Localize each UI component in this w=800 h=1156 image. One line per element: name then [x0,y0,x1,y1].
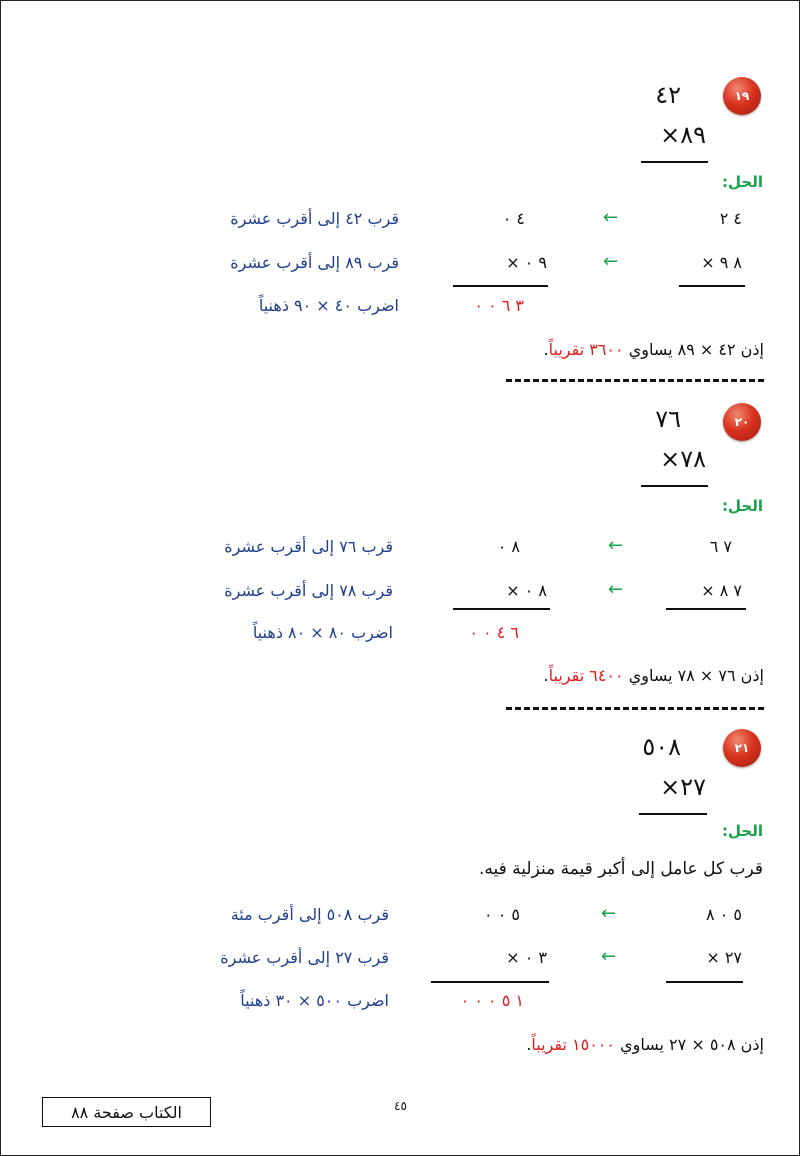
rounding-note: قرب ٥٠٨ إلى أقرب مئة [230,905,389,924]
arrow-icon: ← [603,207,619,228]
rounding-note: قرب ٢٧ إلى أقرب عشرة [220,948,389,967]
sum-line [453,608,550,610]
rounded-factor: ٨ ٠ × [506,581,547,600]
rounded-factor: ٨ ٠ [497,537,520,556]
rounded-factor: ٩ ٠ × [506,253,547,272]
book-reference-box [42,1097,211,1127]
estimated-product: ٣ ٦ ٠ ٠ [474,296,524,315]
conclusion [526,1035,764,1054]
book-reference: الكتاب صفحة ٨٨ [71,1102,182,1122]
original-factor: ٨ ٩ × [701,253,742,272]
original-factor: ٢٧ × [706,948,742,967]
rounding-note: قرب ٤٢ إلى أقرب عشرة [230,209,399,228]
conclusion-end: . [543,666,549,685]
original-factor: ٤ ٢ [719,209,742,228]
sum-line [639,813,707,815]
multiply-note: اضرب ٨٠ × ٨٠ ذهنياً [252,623,393,642]
original-factor: ٧ ٨ × [701,581,742,600]
problem-number-badge [723,77,761,115]
solution-label: الحل: [722,173,763,191]
rounding-note: قرب ٧٦ إلى أقرب عشرة [224,537,393,556]
conclusion-end: . [526,1035,532,1054]
rounding-note: قرب ٧٨ إلى أقرب عشرة [224,581,393,600]
conclusion-estimate: ٦٤٠٠ تقريباً [548,666,624,685]
sum-line [641,485,708,487]
conclusion [544,340,764,359]
conclusion [544,666,764,685]
conclusion-prefix: إذن ٥٠٨ × ٢٧ يساوي [620,1035,764,1054]
original-factor: ٧ ٦ [709,537,732,556]
problem-number: ١٩ [734,89,750,103]
solution-label: الحل: [722,822,763,840]
sum-line [666,981,743,983]
estimated-product: ١ ٥ ٠ ٠ ٠ [460,991,524,1010]
page-number: ٤٥ [394,1099,407,1113]
sum-line [666,608,746,610]
arrow-icon: ← [601,903,617,924]
multiply-note: اضرب ٥٠٠ × ٣٠ ذهنياً [240,991,389,1010]
dashed-separator [506,379,764,382]
rounded-factor: ٤ ٠ [502,209,525,228]
problem-number-badge [723,403,761,441]
multiplier: ٧٨× [660,445,706,473]
multiplicand: ٥٠٨ [642,733,681,761]
arrow-icon: ← [608,579,624,600]
conclusion-end: . [543,340,549,359]
solution-label: الحل: [722,497,763,515]
conclusion-prefix: إذن ٤٢ × ٨٩ يساوي [628,340,764,359]
estimated-product: ٦ ٤ ٠ ٠ [469,623,519,642]
conclusion-estimate: ٣٦٠٠ تقريباً [548,340,624,359]
original-factor: ٥ ٠ ٨ [706,905,742,924]
conclusion-prefix: إذن ٧٦ × ٧٨ يساوي [628,666,764,685]
sum-line [679,285,745,287]
sum-line [431,981,549,983]
dashed-separator [506,707,764,710]
problem-number: ٢٠ [734,415,750,429]
sum-line [641,161,708,163]
rounded-factor: ٥ ٠ ٠ [484,905,520,924]
multiplicand: ٧٦ [655,405,681,433]
multiplier: ٢٧× [660,773,706,801]
multiply-note: اضرب ٤٠ × ٩٠ ذهنياً [258,296,399,315]
problem-number-badge [723,729,761,767]
arrow-icon: ← [608,535,624,556]
rounded-factor: ٣ ٠ × [506,948,547,967]
arrow-icon: ← [603,251,619,272]
problem-number: ٢١ [734,741,750,755]
sum-line [453,285,548,287]
conclusion-estimate: ١٥٠٠٠ تقريباً [531,1035,616,1054]
arrow-icon: ← [601,946,617,967]
multiplicand: ٤٢ [655,81,681,109]
intro-instruction: قرب كل عامل إلى أكبر قيمة منزلية فيه. [478,859,763,879]
rounding-note: قرب ٨٩ إلى أقرب عشرة [230,253,399,272]
multiplier: ٨٩× [660,121,706,149]
